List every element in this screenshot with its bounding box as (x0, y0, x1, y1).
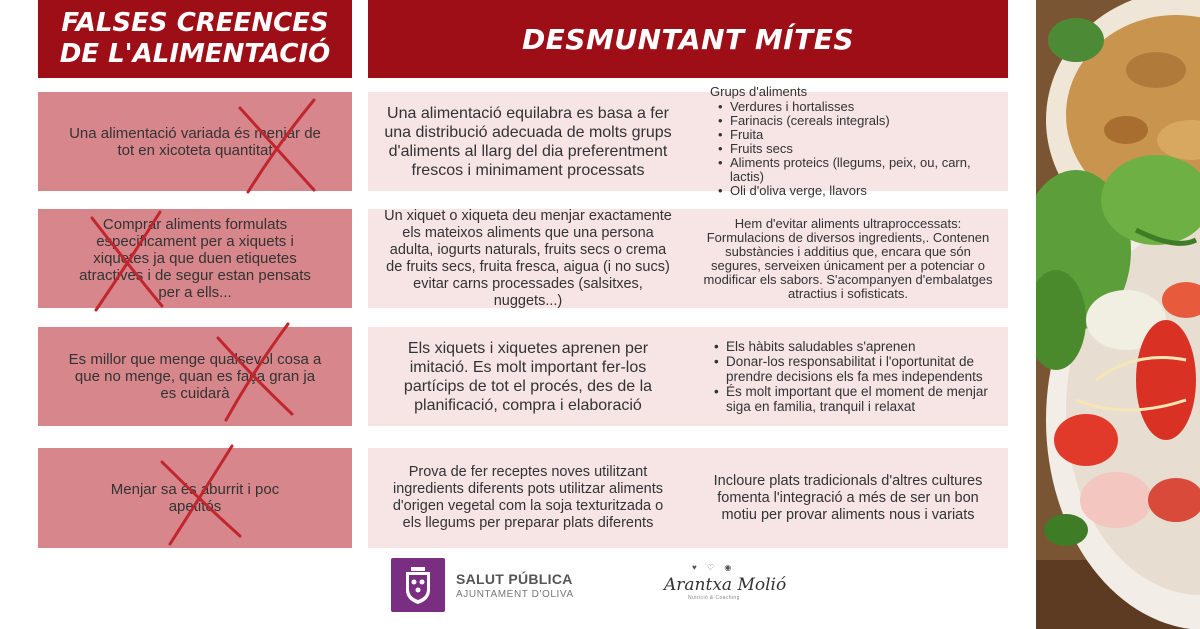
detail-head-1: Grups d'aliments (710, 84, 808, 99)
myth-text-2: Comprar aliments formulats especificament per a xiquets i xiquetes ja que duen etiquetes atractives i de segur estan pensats per a ells... (79, 216, 311, 301)
myth-text-4: Menjar sa és aburrit i poc apetitós (110, 481, 280, 515)
habits-list (706, 339, 994, 414)
myth-text-3: Es millor que menge qualsevol cosa a que no menge, quan es faça gran ja es cuidarà (68, 351, 322, 402)
myth-cell-2 (38, 209, 352, 308)
detail-cell-1 (688, 84, 1008, 198)
myths-header (38, 0, 352, 78)
fact-text-1: Una alimentació equilabra es basa a fer una distribució adecuada de molts grups d'aliments al llarg del dia preferentment frescos i minimament processats (384, 104, 672, 179)
list-item: • Aliments proteics (llegums, peix, ou, carn, lactis) (718, 156, 994, 184)
list-item: • Donar-los responsabilitat i l'oportunitat de prendre decisions els fa mes independents (714, 354, 994, 384)
coat-of-arms-icon (391, 558, 445, 612)
fact-cell-2 (368, 209, 688, 308)
myth-cell-1 (38, 92, 352, 191)
fact-text-3: Els xiquets i xiquetes aprenen per imitació. Es molt important fer-los partícips de tot el procés, des de la planificació, compra i elaboració (403, 339, 653, 414)
detail-cell-4 (688, 448, 1008, 548)
food-photo (1036, 0, 1200, 629)
myths-header-line1: FALSES CREENCES (61, 8, 329, 38)
food-groups-list (710, 100, 994, 198)
myth-text-1: Una alimentació variada és menjar de tot en xicoteta quantitat (69, 124, 321, 159)
fact-cell-1 (368, 92, 688, 191)
list-item: • Fruits secs (718, 142, 994, 156)
list-item: • Oli d'oliva verge, llavors (718, 184, 994, 198)
signature-logo: Arantxa Molió (664, 575, 787, 595)
detail-text-4: Incloure plats tradicionals d'altres cultures fomenta l'integració a més de ser un bon motiu per provar aliments nous i variats (713, 472, 983, 523)
myth-cell-4 (38, 448, 352, 548)
fact-text-2: Un xiquet o xiqueta deu menjar exactamente els mateixos aliments que una persona adulta, iogurts naturals, fruits secs o crema de fruits secs, fruita fresca, aigua (i no sucs) evitar carns processades (salsitxes, nuggets...) (384, 207, 672, 309)
logo-subtitle: AJUNTAMENT D'OLIVA (456, 589, 574, 600)
list-item: • Fruita (718, 128, 994, 142)
detail-cell-3 (688, 327, 1008, 426)
myths-header-line2: DE L'ALIMENTACIÓ (59, 39, 331, 69)
signature-icons: ♥ ♡ ◉ (692, 563, 736, 572)
logo-title: SALUT PÚBLICA (456, 571, 573, 587)
signature-subtitle: Nutrició & Coaching (688, 595, 740, 601)
list-item: • Verdures i hortalisses (718, 100, 994, 114)
myth-cell-3 (38, 327, 352, 426)
list-item: • Farinacis (cereals integrals) (718, 114, 994, 128)
detail-text-2: Hem d'evitar aliments ultraproccessats: Formulacions de diversos ingredients,. Contenen substàncies i additius que, encara que són segures, serveixen únicament per a potenciar o modificar els sabors. S'acompanyen d'embalatges atractius i sofisticats. (703, 215, 993, 301)
facts-header: DESMUNTANT MÍTES (368, 0, 1008, 78)
fact-cell-4 (368, 448, 688, 548)
detail-cell-2 (688, 209, 1008, 308)
salut-publica-logo (391, 558, 445, 612)
list-item: • És molt important que el moment de menjar siga en familia, tranquil i relaxat (714, 384, 994, 414)
fact-text-4: Prova de fer receptes noves utilitzant ingredients diferents pots utilitzar aliments d'origen vegetal com la soja texturitzada o els llegums per preparar plats diferents (392, 464, 664, 531)
fact-cell-3 (368, 327, 688, 426)
list-item: • Els hàbits saludables s'aprenen (714, 339, 994, 354)
